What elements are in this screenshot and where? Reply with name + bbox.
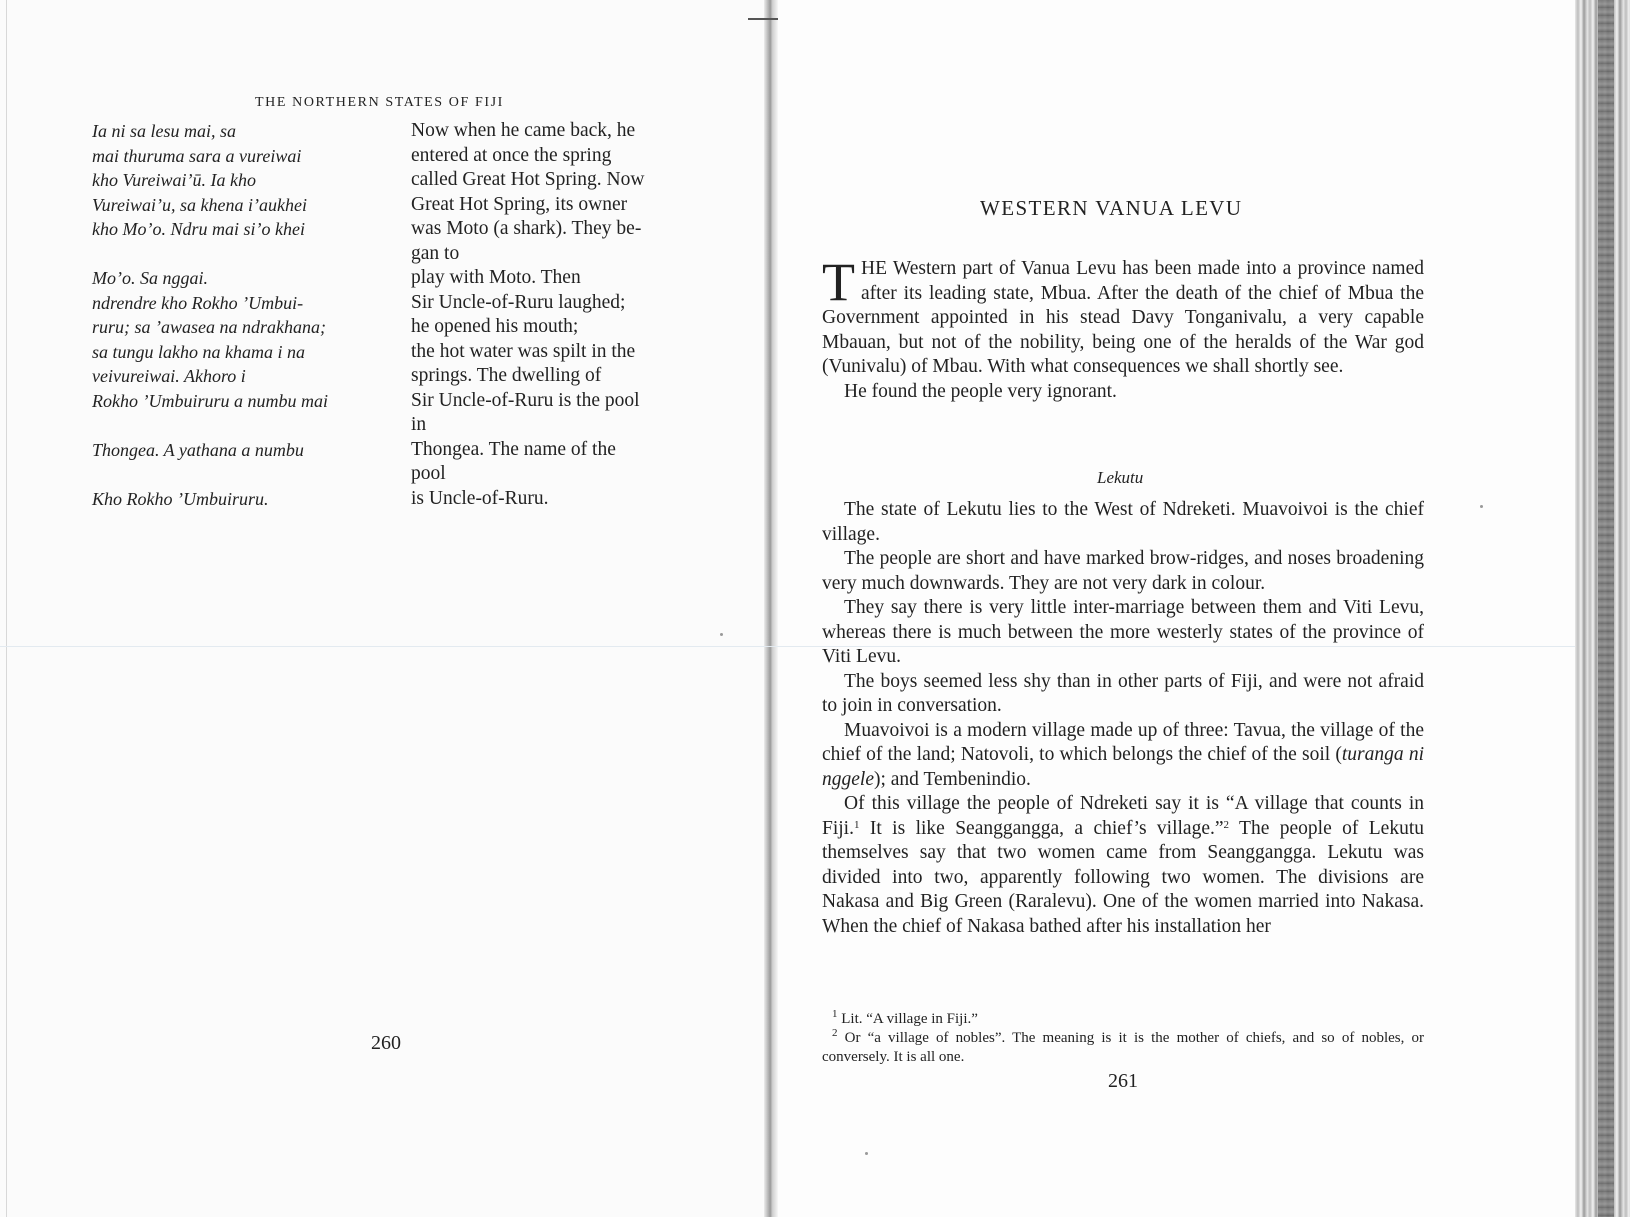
fijian-line: Thongea. A yathana a numbu bbox=[92, 439, 304, 460]
fijian-verse bbox=[92, 119, 328, 511]
fijian-line: Kho Rokho ’Umbuiruru. bbox=[92, 488, 269, 509]
body-paragraph: The state of Lekutu lies to the West of Ndreketi. Muavoivoi is the chief village. bbox=[822, 499, 1424, 545]
drop-cap: T bbox=[822, 252, 855, 312]
fijian-line: ruru; sa ’awasea na ndrakhana; bbox=[92, 317, 326, 337]
translation-line: pool bbox=[411, 463, 446, 484]
gutter-mark bbox=[748, 18, 778, 20]
translation-line: in bbox=[411, 414, 427, 435]
translation-line: he opened his mouth; bbox=[411, 316, 579, 337]
lekutu-paragraphs bbox=[822, 498, 1424, 719]
translation-line: was Moto (a shark). They be- bbox=[411, 218, 642, 239]
body-paragraph: They say there is very little inter-marriage between them and Viti Levu, whereas there is much between the more westerly states of the province of Viti Levu. bbox=[822, 597, 1424, 667]
scan-speck bbox=[720, 633, 723, 636]
lekutu-section bbox=[822, 498, 1424, 939]
paragraph-ndreketi: Of this village the people of Ndreketi say it is “A village that counts in Fiji.$^1$ It is like Seanggangga, a chief’s village.”$^2$ The people of Lekutu themselves say that two women came from Seanggangga. Lekutu was divided into two, apparently following two women. The divisions are Nakasa and Big Green (Raralevu). One of the women married into Nakasa. When the chief of Nakasa bathed after his installation her bbox=[822, 793, 1424, 937]
scan-speck bbox=[1480, 505, 1483, 508]
translation-line: Sir Uncle-of-Ruru laughed; bbox=[411, 291, 626, 313]
translation-line: Sir Uncle-of-Ruru is the pool bbox=[411, 389, 640, 411]
fijian-line: kho Vureiwai’ū. Ia kho bbox=[92, 170, 256, 190]
italic-term: turanga ni nggele bbox=[822, 744, 1424, 790]
fijian-line: ndrendre kho Rokho ’Umbui- bbox=[92, 292, 304, 313]
translation-line: the hot water was spilt in the bbox=[411, 340, 636, 362]
intro-text: HE Western part of Vanua Levu has been made into a province named after its leading state, Mbua. After the death of the chief of Mbua the Government appointed in his stead Davy Tonganivalu, a very capable Mbauan, but not of the nobility, being one of the heralds of the War god (Vunivalu) of Mbau. With what consequences we shall shortly see. bbox=[822, 258, 1424, 377]
running-head: THE NORTHERN STATES OF FIJI bbox=[255, 95, 504, 110]
translation-line: Great Hot Spring, its owner bbox=[411, 193, 628, 215]
paragraph-muavoivoi: Muavoivoi is a modern village made up of three: Tavua, the village of the chief of the land; Natovoli, to which belongs the chief of the soil (turanga ni nggele); and Tembenindio. bbox=[822, 719, 1424, 790]
translation-line: Thongea. The name of the bbox=[411, 438, 616, 460]
fijian-line: veivureiwai. Akhoro i bbox=[92, 366, 246, 386]
translation-line: Now when he came back, he bbox=[411, 120, 636, 141]
translation-line: called Great Hot Spring. Now bbox=[411, 169, 645, 190]
fijian-line bbox=[92, 242, 328, 267]
fijian-line: Vureiwai’u, sa khena i’aukhei bbox=[92, 194, 307, 215]
footnote-1: $^1$ Lit. “A village in Fiji.” bbox=[832, 1008, 978, 1027]
intro-paragraph bbox=[822, 252, 1424, 380]
page-number-right: 261 bbox=[1108, 1070, 1138, 1092]
fijian-line: Ia ni sa lesu mai, sa bbox=[92, 121, 236, 141]
translation-line: play with Moto. Then bbox=[411, 267, 581, 288]
footnotes bbox=[822, 1010, 1424, 1067]
body-paragraph: The people are short and have marked brow-ridges, and noses broadening very much downwards. They are not very dark in colour. bbox=[822, 548, 1424, 594]
fijian-line: mai thuruma sara a vureiwai bbox=[92, 145, 302, 166]
fijian-line bbox=[92, 413, 328, 438]
fijian-line: kho Mo’o. Ndru mai si’o khei bbox=[92, 219, 305, 239]
page-edge-line bbox=[6, 0, 7, 1217]
translation-line: entered at once the spring bbox=[411, 144, 612, 166]
fijian-line bbox=[92, 462, 328, 487]
english-translation bbox=[411, 119, 644, 511]
intro-block bbox=[822, 252, 1424, 404]
footnote-2: $^2$ Or “a village of nobles”. The meaning is it is the mother of chiefs, and so of nobles, or conversely. It is all one. bbox=[822, 1027, 1424, 1065]
body-paragraph: The boys seemed less shy than in other parts of Fiji, and were not afraid to join in conversation. bbox=[822, 670, 1424, 716]
page-number-left: 260 bbox=[371, 1032, 401, 1054]
translation-line: is Uncle-of-Ruru. bbox=[411, 487, 549, 509]
fijian-line: Rokho ’Umbuiruru a numbu mai bbox=[92, 390, 328, 411]
scan-edge-dark-band bbox=[1598, 0, 1614, 1217]
scan-speck bbox=[865, 1152, 868, 1155]
fijian-line: Mo’o. Sa nggai. bbox=[92, 268, 208, 288]
intro-paragraph-2: He found the people very ignorant. bbox=[844, 380, 1117, 402]
section-subheading: Lekutu bbox=[1097, 468, 1144, 487]
left-page bbox=[0, 0, 770, 1217]
footnote-ref-1: 1 bbox=[853, 818, 860, 831]
fijian-line: sa tungu lakho na khama i na bbox=[92, 341, 305, 362]
chapter-title: WESTERN VANUA LEVU bbox=[980, 196, 1243, 220]
translation-line: springs. The dwelling of bbox=[411, 365, 602, 386]
book-gutter bbox=[764, 0, 778, 1217]
footnote-ref-2: 2 bbox=[1223, 818, 1230, 831]
translation-line: gan to bbox=[411, 242, 460, 264]
